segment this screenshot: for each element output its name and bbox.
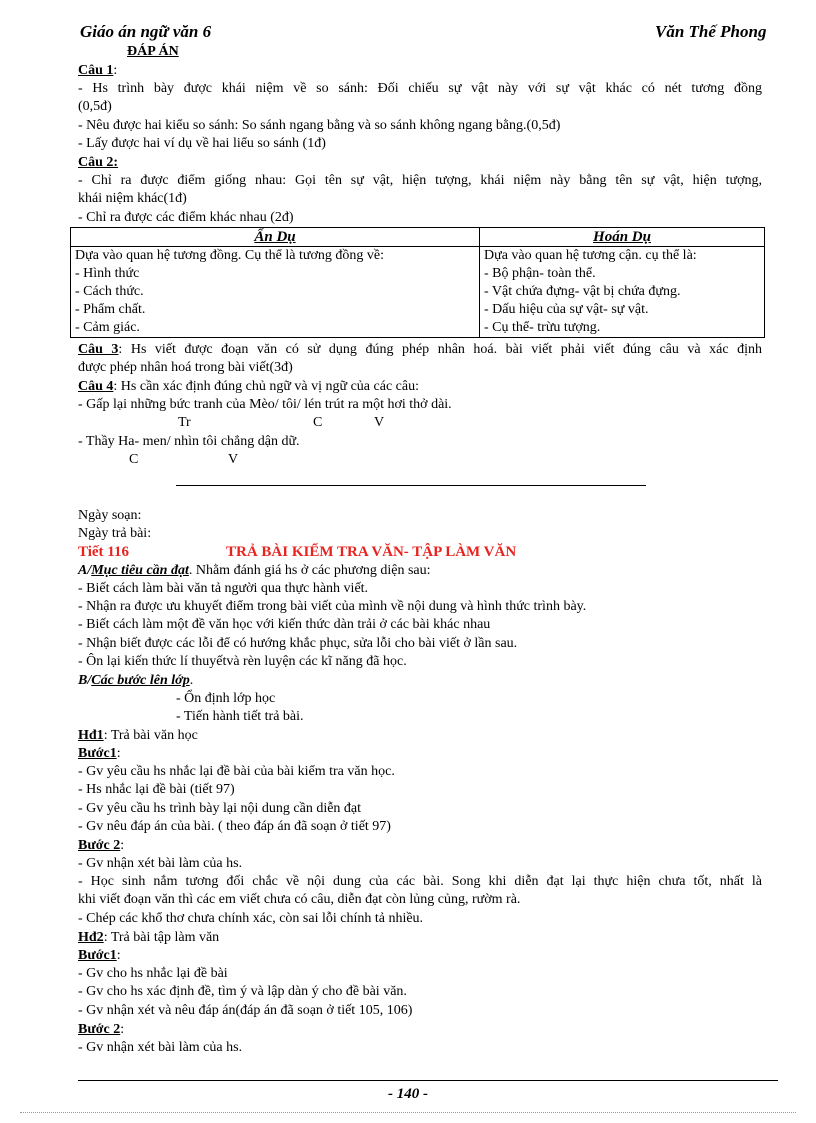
hd2-step2-label: Bước 2	[78, 1022, 121, 1037]
cau3-line1	[78, 341, 762, 359]
sec-b-item: - Tiến hành tiết trả bài.	[176, 709, 304, 724]
cau3-text: : Hs viết được đoạn văn có sử dụng đúng phép nhân hoá. bài viết phải viết đúng câu và xác định	[118, 342, 762, 357]
lesson-title: TRẢ BÀI KIỂM TRA VĂN- TẬP LÀM VĂN	[226, 544, 517, 560]
hd2-step1-heading: Bước1:	[78, 948, 121, 963]
sec-a-rest: . Nhằm đánh giá hs ở các phương diện sau:	[188, 563, 431, 578]
hd1-step2-line2: - Học sinh nắm tương đối chắc về nội dung của các bài. Song khi diễn đạt lại thực hiện chưa tốt, nhất là	[78, 874, 762, 889]
hoan-du-line: - Bộ phận- toàn thể.	[484, 266, 596, 281]
hd1-step2-label: Bước 2	[78, 838, 121, 853]
hoan-du-line: Dựa vào quan hệ tương cận. cụ thể là:	[484, 248, 697, 263]
header-left: Giáo án ngữ văn 6	[80, 22, 212, 41]
page-edge-dotted	[20, 1112, 796, 1113]
sec-b-heading	[78, 672, 193, 690]
cau4-line1	[78, 378, 419, 396]
hd2-step1-item: - Gv nhận xét và nêu đáp án(đáp án đã soạn ở tiết 105, 106)	[78, 1003, 413, 1018]
sec-a-item: - Ôn lại kiến thức lí thuyếtvà rèn luyện các kĩ năng đã học.	[78, 654, 407, 669]
sec-a-item: - Biết cách làm một đề văn học với kiến thức dàn trải ở các bài khác nhau	[78, 617, 491, 632]
cau1-line2: - Nêu được hai kiểu so sánh: So sánh ngang bằng và so sánh không ngang bằng.(0,5đ)	[78, 118, 561, 133]
sec-a-item: - Nhận ra được ưu khuyết điểm trong bài viết của mình về nội dung và hình thức trình bày.	[78, 599, 587, 614]
sec-a-prefix: A/	[78, 563, 92, 578]
sec-a-item: - Nhận biết được các lỗi để có hướng khắc phục, sửa lỗi cho bài viết ở lần sau.	[78, 636, 518, 651]
cau2-line1: - Chỉ ra được điểm giống nhau: Gọi tên sự vật, hiện tượng, khái niệm này bằng tên sự vật, hiện tượng,	[78, 173, 762, 188]
cau1-label: Câu 1	[78, 63, 114, 78]
hd2-step1-item: - Gv cho hs nhắc lại đề bài	[78, 966, 228, 981]
cau2-label: Câu 2:	[78, 155, 119, 170]
hd1-step1-label: Bước1	[78, 746, 117, 761]
ngay-soan: Ngày soạn:	[78, 508, 142, 523]
ex2-v-label: V	[228, 452, 239, 467]
hoan-du-line: - Vật chứa đựng- vật bị chứa đựng.	[484, 284, 681, 299]
hd1-rest: : Trả bài văn học	[103, 728, 198, 743]
footer-rule	[78, 1080, 778, 1081]
hd2-step2-line1: - Gv nhận xét bài làm của hs.	[78, 1040, 243, 1055]
hoan-du-line: - Dấu hiệu của sự vật- sự vật.	[484, 302, 649, 317]
comparison-table	[70, 227, 765, 338]
hd1-heading	[78, 727, 198, 745]
hd1-step1-heading: Bước1:	[78, 746, 121, 761]
an-du-line: - Cách thức.	[75, 284, 144, 299]
cau4-label: Câu 4	[78, 379, 114, 394]
ngay-tra-bai: Ngày trả bài:	[78, 526, 152, 541]
hd1-step2-heading: Bước 2:	[78, 838, 125, 853]
hoan-du-header: Hoán Dụ	[480, 228, 765, 247]
sec-a-item: - Biết cách làm bài văn tả người qua thực hành viết.	[78, 581, 369, 596]
hd1-step2-line2b: khi viết đoạn văn thì các em viết chưa có câu, diễn đạt còn lủng củng, rườm rà.	[78, 892, 521, 907]
hoan-du-cell	[480, 247, 765, 338]
tiet-label: Tiết 116	[78, 544, 129, 560]
sec-b-label: Các bước lên lớp	[91, 673, 190, 688]
cau1-line3: - Lấy được hai ví dụ về hai liểu so sánh (1đ)	[78, 136, 326, 151]
hd1-step1-item: - Gv nêu đáp án của bài. ( theo đáp án đã soạn ở tiết 97)	[78, 819, 391, 834]
answer-title: ĐÁP ÁN	[127, 44, 179, 59]
hd1-step1-item: - Gv yêu cầu hs nhắc lại đề bài của bài kiểm tra văn học.	[78, 764, 395, 779]
cau3-label: Câu 3	[78, 342, 119, 357]
ex2-c-label: C	[129, 452, 139, 467]
header-right: Văn Thế Phong	[655, 22, 767, 41]
cau4-text: : Hs cần xác định đúng chủ ngữ và vị ngữ của các câu:	[113, 379, 419, 394]
sec-b-rest: .	[189, 673, 194, 688]
an-du-cell	[71, 247, 480, 338]
cau3-line1b: được phép nhân hoá trong bài viết(3đ)	[78, 360, 293, 375]
an-du-line: - Hình thức	[75, 266, 140, 281]
an-du-line: - Cảm giác.	[75, 320, 140, 335]
hd1-step1-item: - Gv yêu cầu hs trình bày lại nội dung cần diễn đạt	[78, 801, 362, 816]
hoan-du-line: - Cụ thể- trừu tượng.	[484, 320, 601, 335]
sec-a-label: Mục tiêu cần đạt	[91, 563, 189, 578]
hd2-step1-label: Bước1	[78, 948, 117, 963]
table-header-row	[71, 228, 765, 247]
hd2-step1-item: - Gv cho hs xác định đề, tìm ý và lập dàn ý cho đề bài văn.	[78, 984, 407, 999]
cau1-line1: - Hs trình bày được khái niệm về so sánh: Đối chiếu sự vật này với sự vật khác có nét tương đồng	[78, 81, 762, 96]
hd1-label: Hđ1	[78, 728, 104, 743]
hd2-label: Hđ2	[78, 930, 104, 945]
cau2-line2: - Chỉ ra được các điểm khác nhau (2đ)	[78, 210, 294, 225]
hd1-step2-line3: - Chép các khổ thơ chưa chính xác, còn sai lỗi chính tả nhiều.	[78, 911, 424, 926]
an-du-line: - Phẩm chất.	[75, 302, 146, 317]
ex1-c-label: C	[313, 415, 323, 430]
hd2-step2-heading: Bước 2:	[78, 1022, 125, 1037]
sec-b-prefix: B/	[78, 673, 92, 688]
hd2-rest: : Trả bài tập làm văn	[103, 930, 220, 945]
table-body-row	[71, 247, 765, 338]
ex1-tr-label: Tr	[178, 415, 191, 430]
an-du-header: Ẩn Dụ	[71, 228, 480, 247]
cau1-heading: Câu 1:	[78, 63, 118, 78]
hd1-step1-item: - Hs nhắc lại đề bài (tiết 97)	[78, 782, 235, 797]
sec-a-heading	[78, 562, 431, 580]
cau4-example1: - Gấp lại những bức tranh của Mèo/ tôi/ lén trút ra một hơi thở dài.	[78, 397, 452, 412]
an-du-line: Dựa vào quan hệ tương đồng. Cụ thể là tương đồng về:	[75, 248, 384, 263]
page-number: - 140 -	[388, 1086, 428, 1102]
cau1-line1b: (0,5đ)	[78, 99, 112, 114]
hd1-step2-line1: - Gv nhận xét bài làm của hs.	[78, 856, 243, 871]
cau2-line1b: khái niệm khác(1đ)	[78, 191, 187, 206]
section-divider	[176, 485, 646, 486]
hd2-heading	[78, 929, 219, 947]
ex1-v-label: V	[374, 415, 385, 430]
cau4-example2: - Thầy Ha- men/ nhìn tôi chẳng dận dữ.	[78, 434, 300, 449]
sec-b-item: - Ổn định lớp học	[176, 691, 276, 706]
